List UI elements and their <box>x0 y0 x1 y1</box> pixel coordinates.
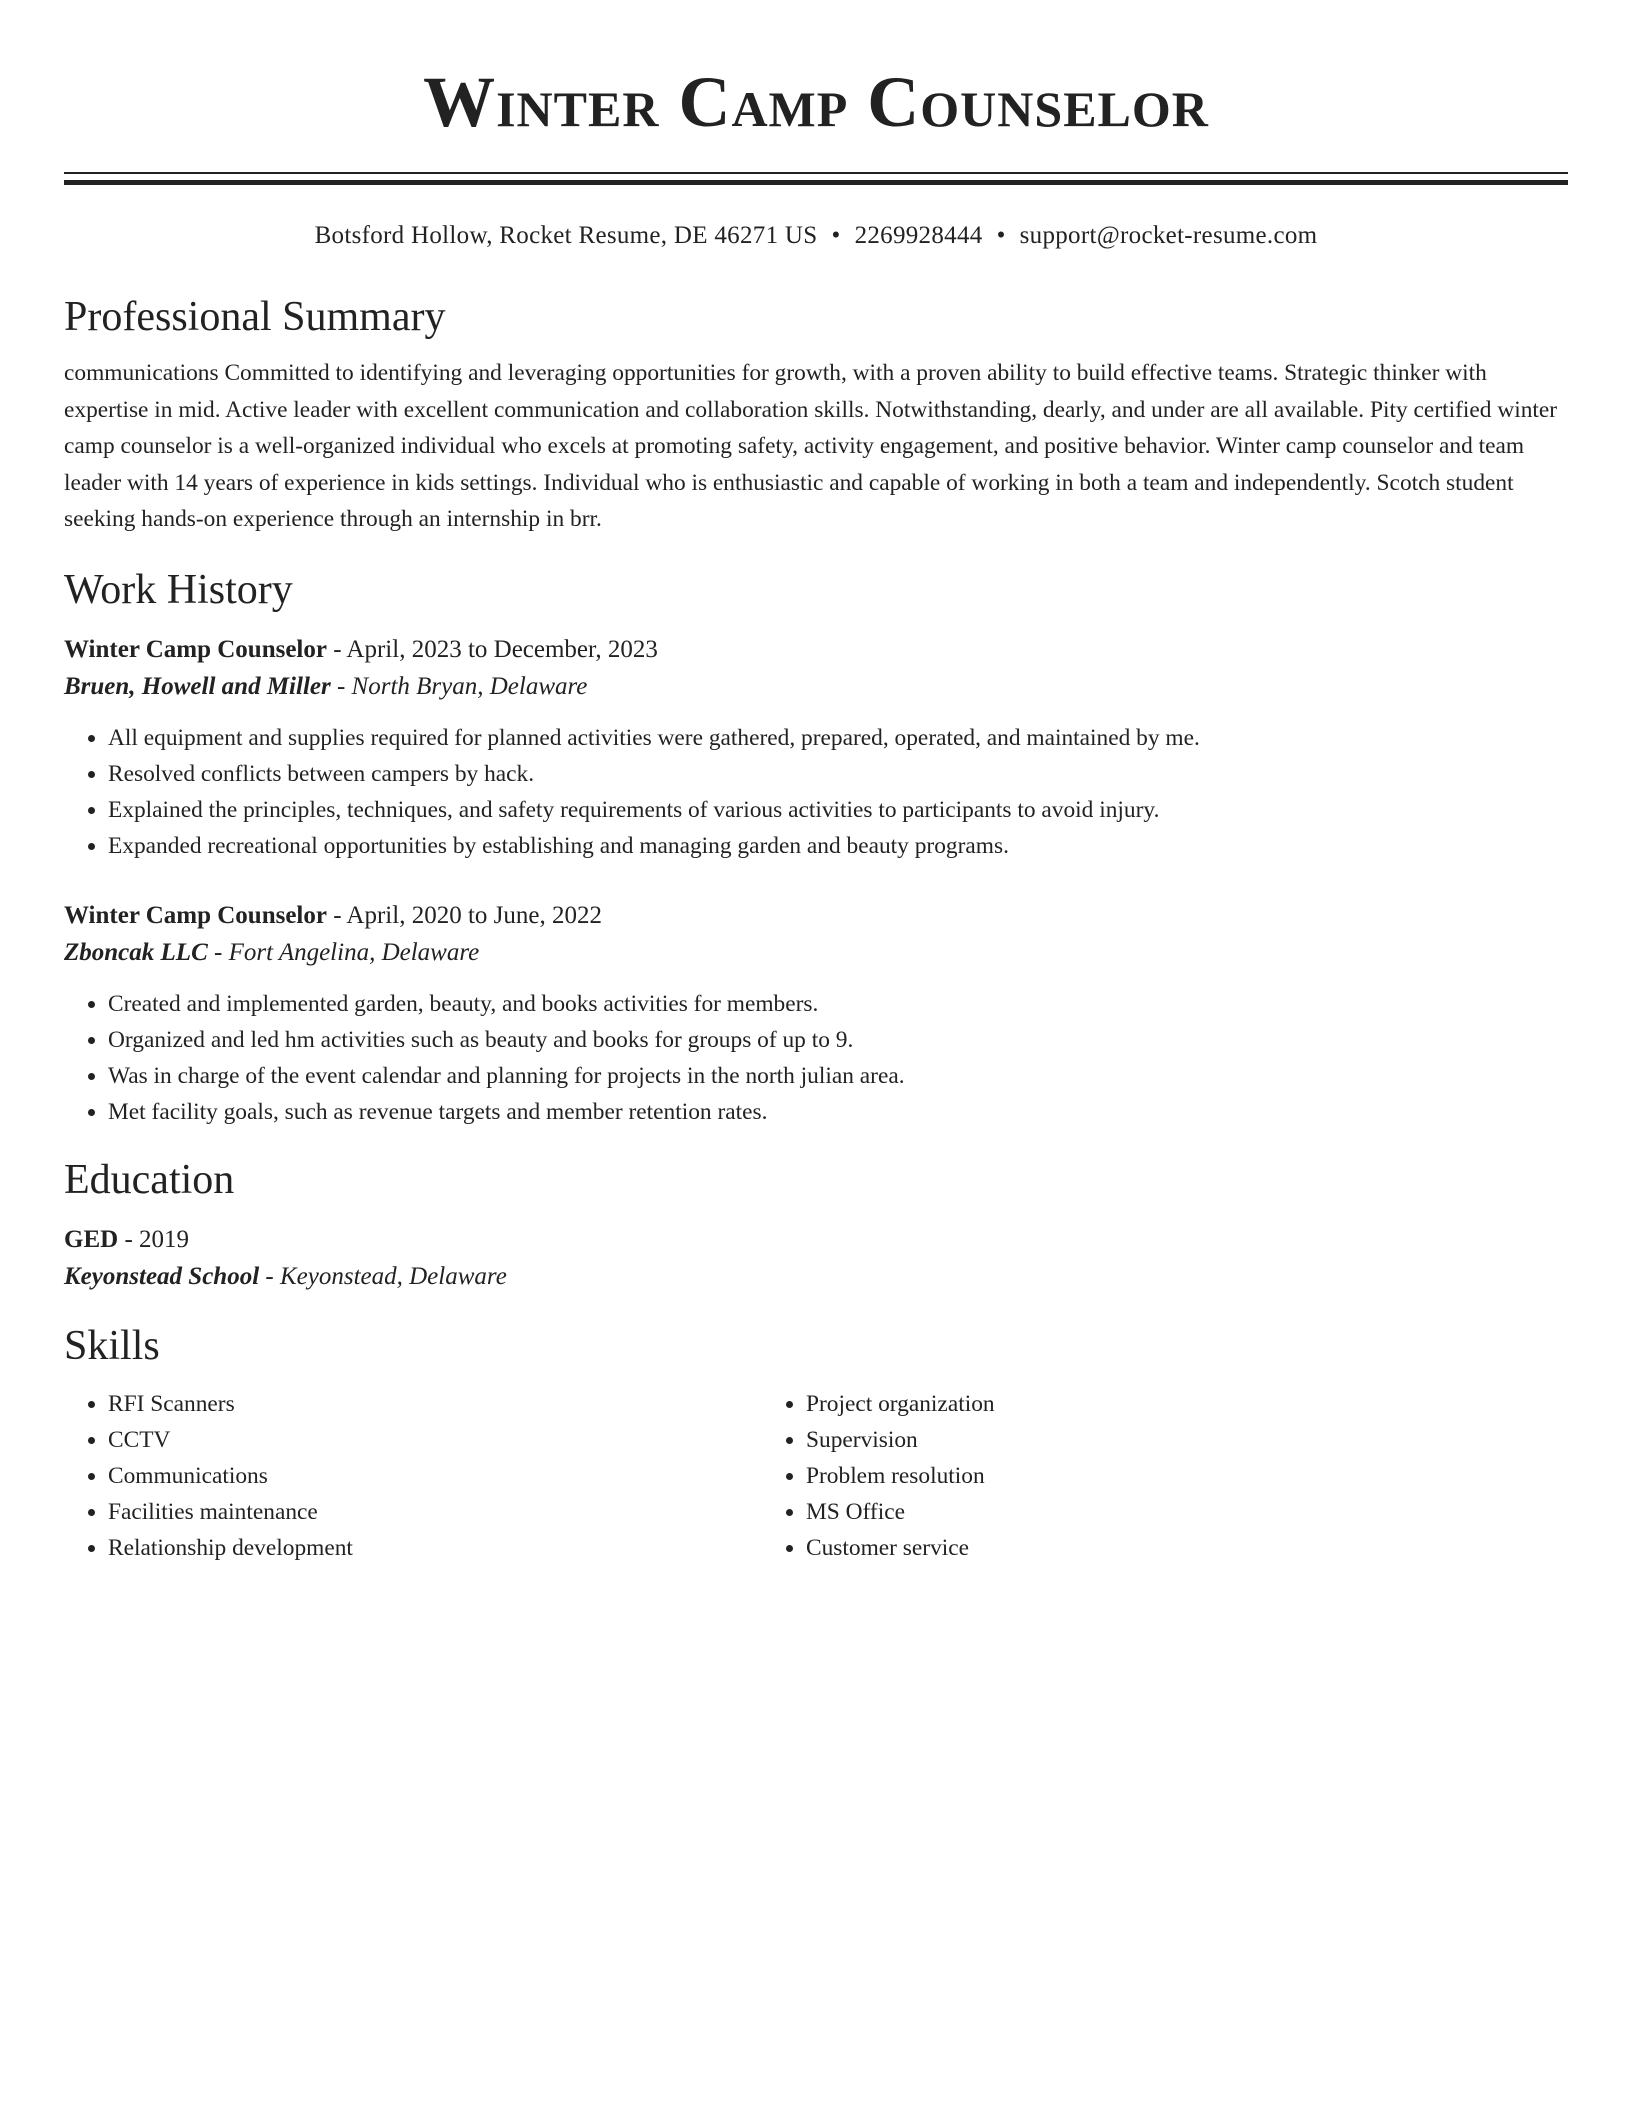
skill-item: • Supervision <box>806 1422 1460 1458</box>
job-dates: - April, 2020 to June, 2022 <box>333 901 602 929</box>
skill-item: • Facilities maintenance <box>108 1494 762 1530</box>
contact-phone: 2269928444 <box>854 222 983 249</box>
job-company: Zboncak LLC <box>64 938 208 966</box>
education-location: - Keyonstead, Delaware <box>265 1262 507 1290</box>
job-bullets <box>64 986 1568 1130</box>
education-degree: GED <box>64 1225 119 1253</box>
job-bullet: • Explained the principles, techniques, and safety requirements of various activities to participants to avoid injury. <box>108 792 1568 828</box>
skill-item: • Customer service <box>806 1530 1460 1566</box>
contact-line <box>64 221 1568 251</box>
education-school: Keyonstead School <box>64 1262 260 1290</box>
job-company: Bruen, Howell and Miller <box>64 672 331 700</box>
work-history-section <box>64 564 1568 1130</box>
skill-item: • Problem resolution <box>806 1458 1460 1494</box>
skills-heading: Skills <box>64 1322 160 1369</box>
job-location: - North Bryan, Delaware <box>336 672 588 700</box>
summary-text: communications Committed to identifying and leveraging opportunities for growth, with a proven ability to build effective teams. Strategic thinker with expertise in mid. Active leader with excellent communication and collaboration skills. Notwithstanding, dearly, and under are all available. Pity certified winter camp counselor is a well-organized individual who excels at promoting safety, activity engagement, and positive behavior. Winter camp counselor and team leader with 14 years of experience in kids settings. Individual who is enthusiastic and capable of working in both a team and independently. Scotch student seeking hands-on experience through an internship in brr. <box>64 360 1558 532</box>
job-bullet: • Created and implemented garden, beauty, and books activities for members. <box>108 986 1568 1022</box>
education-school-line <box>64 1258 1568 1296</box>
resume-name: Winter Camp Counselor <box>423 62 1209 142</box>
job-bullet: • Expanded recreational opportunities by establishing and managing garden and beauty programs. <box>108 828 1568 864</box>
job-bullet: • Was in charge of the event calendar and planning for projects in the north julian area. <box>108 1058 1568 1094</box>
contact-separator: • <box>996 222 1006 249</box>
contact-separator: • <box>831 222 841 249</box>
summary-section <box>64 291 1568 538</box>
job-bullet: • Organized and led hm activities such as beauty and books for groups of up to 9. <box>108 1022 1568 1058</box>
job-company-line <box>64 934 1568 972</box>
job-title-line <box>64 898 1568 934</box>
job-entry <box>64 632 1568 864</box>
skill-item: • CCTV <box>108 1422 762 1458</box>
job-title-line <box>64 632 1568 668</box>
job-title: Winter Camp Counselor <box>64 635 327 663</box>
education-section <box>64 1154 1568 1296</box>
job-bullet: • All equipment and supplies required for planned activities were gathered, prepared, operated, and maintained by me. <box>108 720 1568 756</box>
summary-heading: Professional Summary <box>64 294 446 340</box>
header-rule-thick <box>64 180 1568 185</box>
header-rule-thin <box>64 172 1568 174</box>
skills-grid <box>64 1386 1568 1566</box>
skill-item: • Project organization <box>806 1386 1460 1422</box>
skill-item: • MS Office <box>806 1494 1460 1530</box>
education-degree-line <box>64 1222 1568 1258</box>
job-bullets <box>64 720 1568 864</box>
contact-address: Botsford Hollow, Rocket Resume, DE 46271 US <box>314 222 818 249</box>
skills-column-right <box>762 1386 1460 1566</box>
skill-item: • RFI Scanners <box>108 1386 762 1422</box>
skill-item: • Communications <box>108 1458 762 1494</box>
education-heading: Education <box>64 1156 235 1203</box>
skills-section <box>64 1320 1568 1566</box>
skills-column-left <box>64 1386 762 1566</box>
skill-item: • Relationship development <box>108 1530 762 1566</box>
job-dates: - April, 2023 to December, 2023 <box>333 635 658 663</box>
job-company-line <box>64 668 1568 706</box>
job-title: Winter Camp Counselor <box>64 901 327 929</box>
education-year: - 2019 <box>124 1225 190 1253</box>
job-bullet: • Resolved conflicts between campers by hack. <box>108 756 1568 792</box>
work-history-heading: Work History <box>64 566 293 613</box>
job-entry <box>64 898 1568 1130</box>
contact-email: support@rocket-resume.com <box>1019 222 1318 249</box>
job-bullet: • Met facility goals, such as revenue targets and member retention rates. <box>108 1094 1568 1130</box>
job-location: - Fort Angelina, Delaware <box>214 938 480 966</box>
